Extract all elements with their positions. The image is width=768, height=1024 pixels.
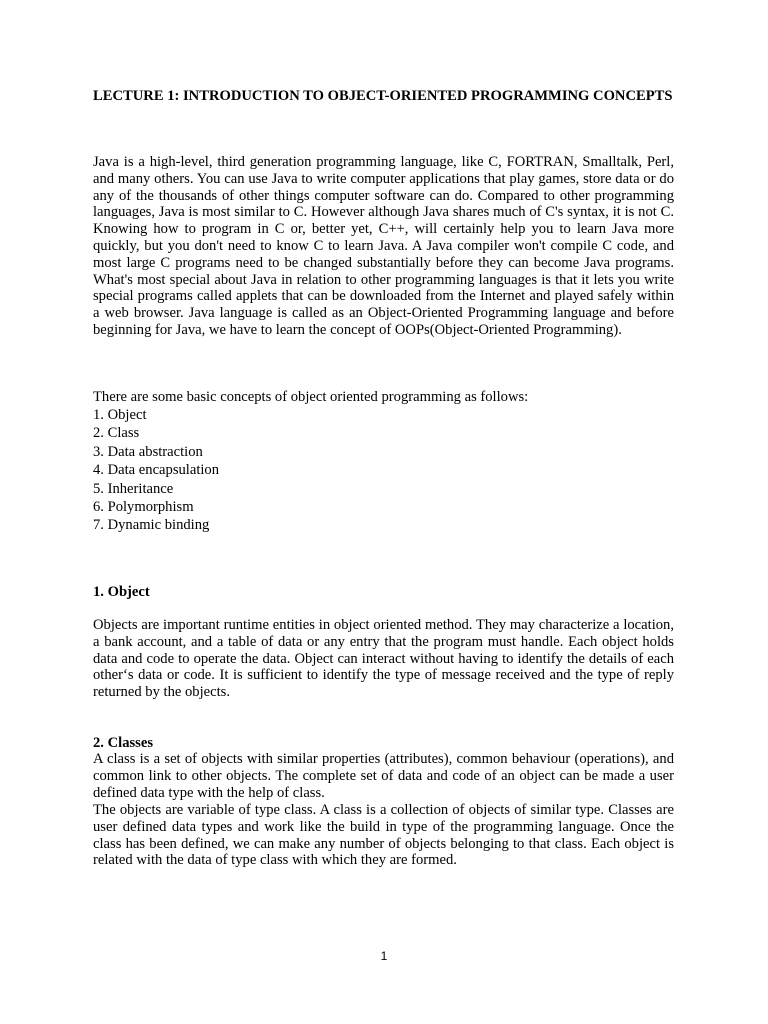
classes-paragraph-2: The objects are variable of type class. A class is a collection of objects of similar type. Classes are user defined data types and work like the build in type of the programming language. Once the class has been defined, we can make any number of objects belonging to that class. Each object is related with the data of type class with which they are formed. <box>93 802 674 869</box>
list-item: 3. Data abstraction <box>93 443 203 460</box>
concepts-lead-text: There are some basic concepts of object oriented programming as follows: <box>93 389 529 405</box>
list-item: 2. Class <box>93 425 140 442</box>
list-item: 4. Data encapsulation <box>93 462 220 479</box>
lecture-title: LECTURE 1: INTRODUCTION TO OBJECT-ORIENTED PROGRAMMING CONCEPTS <box>93 88 673 104</box>
concepts-list <box>93 406 219 535</box>
list-item: 7. Dynamic binding <box>93 517 210 534</box>
classes-paragraph-1: A class is a set of objects with similar properties (attributes), common behaviour (operations), and common link to other objects. The complete set of data and code of an object can be made a user defined data type with the help of class. <box>93 751 674 801</box>
list-item: 1. Object <box>93 407 147 423</box>
list-item: 6. Polymorphism <box>93 498 194 515</box>
section-heading-classes: 2. Classes <box>93 735 153 751</box>
intro-paragraph: Java is a high-level, third generation programming language, like C, FORTRAN, Smalltalk, Perl, and many others. You can use Java to write computer applications that play games, store data or do any of the thousands of other things computer software can do. Compared to other programming languages, Java is most similar to C. However although Java shares much of C's syntax, it is not C. Knowing how to program in C or, better yet, C++, will certainly help you to learn Java more quickly, but you don't need to know C to learn Java. A Java compiler won't compile C code, and most large C programs need to be changed substantially before they can become Java programs. What's most special about Java in relation to other programming languages is that it lets you write special programs called applets that can be downloaded from the Internet and played safely within a web browser. Java language is called as an Object-Oriented Programming language and before beginning for Java, we have to learn the concept of OOPs(Object-Oriented Programming). <box>93 154 674 338</box>
list-item: 5. Inheritance <box>93 480 174 497</box>
document-page <box>93 0 674 1024</box>
object-paragraph: Objects are important runtime entities in object oriented method. They may characterize a location, a bank account, and a table of data or any entry that the program must handle. Each object holds data and code to operate the data. Object can interact without having to identify the details of each other‘s data or code. It is sufficient to identify the type of message received and the type of reply returned by the objects. <box>93 617 674 701</box>
page-number: 1 <box>380 949 388 963</box>
section-heading-object: 1. Object <box>93 584 150 600</box>
